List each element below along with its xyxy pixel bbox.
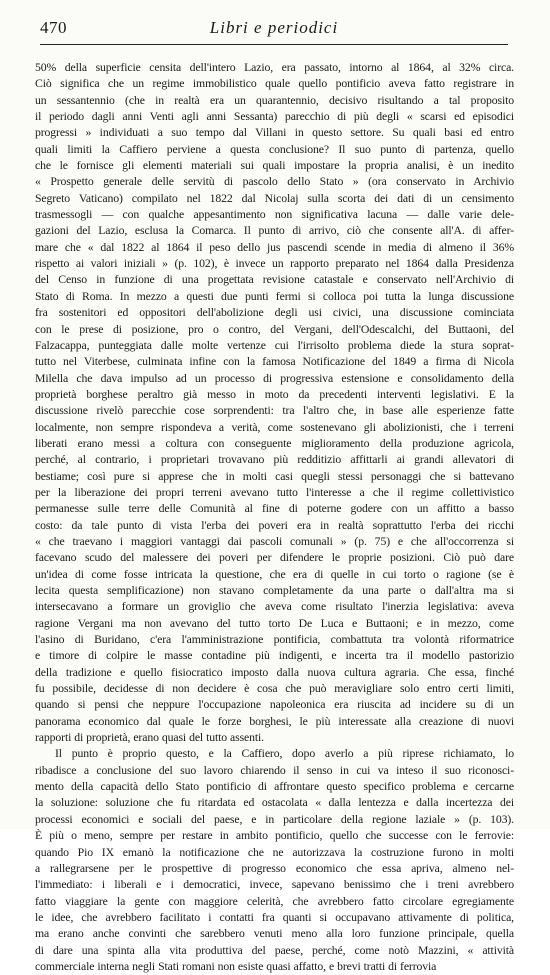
- text-line: facevano scudo del malessere dei poveri per difendere le proprie posizioni. Ciò può dare: [35, 551, 514, 565]
- text-line: per la liberazione dei propri terreni avevano tutto l'interesse a che il regime collettivistico: [35, 485, 514, 499]
- text-line: trasmessogli — con qualche appesantimento non significativa lacuna — dalle varie dele-: [35, 208, 514, 222]
- text-line: « Prospetto generale delle servitù di pascolo dello Stato » (ora conservato in Archivio: [35, 175, 514, 189]
- text-line: È più o meno, sempre per restare in ambito pontificio, quello che successe con le ferrovie:: [35, 829, 514, 843]
- text-line: fra sostenitori ed oppositori dell'abolizione degli usi civici, una discussione cominciata: [35, 306, 514, 320]
- text-line: bestiame; così pure si apprese che in molti casi quegli stessi personaggi che si battevano: [35, 469, 514, 483]
- text-line: Il punto è proprio questo, e la Caffiero, dopo averlo a più riprese richiamato, lo: [55, 747, 514, 761]
- page-number: 470: [40, 18, 67, 37]
- text-line: perché, al contrario, i proprietari trovavano più redditizio affittarli ai grandi allevatori di: [35, 453, 514, 467]
- text-line: « che traevano i maggiori vantaggi dai pascoli comunali » (p. 75) e che all'occorrenza si: [35, 534, 514, 548]
- text-line: un sessantennio (che in realtà era un quarantennio, decisivo risultando a tal proposito: [35, 93, 514, 107]
- text-line: le idee, che avrebbero facilitato i contatti fra quanti si occupavano attivamente di politica,: [35, 910, 514, 924]
- page-header: [40, 18, 508, 42]
- text-line: fatto viaggiare la gente con maggiore celerità, che avrebbero fatto circolare egregiamente: [35, 894, 514, 908]
- text-line: lecita questa semplificazione) non stavano completamente da una parte o dall'altra ma si: [35, 584, 514, 597]
- text-line: Ciò significa che un regime immobilistico quale quello pontificio aveva fatto registrare in: [35, 77, 514, 91]
- text-line: permanesse sulle terre delle Comunità al fine di poterne godere con un affitto a basso: [35, 502, 514, 516]
- text-line: quali limiti la Caffiero perviene a questa conclusione? Il suo punto di partenza, quello: [35, 142, 514, 156]
- text-line: e timore di colpire le masse contadine più indigenti, e incerta tra il modello pastorizio: [35, 649, 514, 663]
- text-line: che le fornisce gli elementi materiali sui quali impostare la propria analisi, è un inedito: [35, 159, 514, 173]
- header-rule: [40, 44, 508, 45]
- text-line: progressi » individuati a suo tempo dal Villani in questo settore. Su quali basi ed entro: [35, 126, 514, 140]
- text-line: rispetto ai valori iniziali » (p. 102), è invece un rapporto preparato nel 1864 dalla Presidenza: [35, 257, 514, 271]
- text-line: ragione Vergani ma non avevano del tutto torto De Luca e Buttaoni; e in mezzo, come: [35, 616, 514, 630]
- text-line: proprietà borghese peraltro già messo in moto da precedenti interventi legislativi. E la: [35, 387, 514, 401]
- text-line: a rallegrarsene per le prospettive di progresso economico che essa apriva, almeno nel-: [35, 861, 514, 875]
- paragraph: [35, 746, 514, 975]
- text-line: fu possibile, decidesse di non decidere è cosa che può meravigliare solo entro certi limiti,: [35, 682, 514, 696]
- text-line: Milella che dava impulso ad un processo di progressiva estensione e consolidamento della: [35, 371, 514, 385]
- text-line: processi economici e sociali del paese, e in particolare della regione laziale » (p. 103).: [35, 812, 514, 826]
- body-text: [35, 60, 514, 975]
- text-line: di dare una spinta alla vita produttiva del paese, perché, come notò Mazzini, « attività: [35, 943, 514, 957]
- text-line: mento della capacità dello Stato pontificio di affrontare questo specifico problema e cercarne: [35, 780, 514, 794]
- text-line: commerciale interna negli Stati romani non esiste quasi affatto, e brevi tratti di ferrovia: [35, 959, 437, 973]
- text-line: con le prese di posizione, pro o contro, del Vergani, dell'Odescalchi, del Buttaoni, del: [35, 322, 514, 336]
- text-line: Segreto Vaticano) compilato nel 1822 dal Nicolaj sulla scorta dei dati di un censimento: [35, 191, 514, 205]
- text-line: l'asino di Buridano, c'era l'amministrazione pontificia, combattuta tra volontà riformatrice: [35, 633, 514, 647]
- running-head: Libri e periodici: [209, 18, 339, 37]
- text-line: l'immediato: i liberali e i democratici, invece, sapevano benissimo che i treni avrebbero: [35, 878, 514, 892]
- text-line: la soluzione: soluzione che fu ritardata ed ostacolata « dalla lentezza e dalla incertezza dei: [35, 796, 514, 810]
- text-line: 50% della superficie censita dell'intero Lazio, era passato, intorno al 1864, al 32% circa.: [35, 61, 514, 74]
- text-line: il periodo dagli anni Venti agli anni Sessanta) parecchio di più degli « scarsi ed episodici: [35, 110, 514, 124]
- paragraph: [35, 60, 514, 746]
- text-line: panorama economico dal quale le forze borghesi, le più interessate alla creazione di nuovi: [35, 714, 514, 728]
- text-line: ribadisce a conclusione del suo lavoro chiarendo il senso in cui va inteso il suo riconosci-: [35, 763, 514, 777]
- text-line: quando Pio IX emanò la notificazione che ne autorizzava la costruzione furono in molti: [35, 845, 514, 859]
- text-line: Falzacappa, punteggiata dalle molte vertenze cui l'irrisolto problema diede la stura soprat-: [35, 338, 514, 352]
- text-line: liberati erano messi a coltura con conseguente miglioramento della produzione agricola,: [35, 436, 514, 450]
- text-line: un'idea di come fosse intricata la questione, che era di quelle in cui torto o ragione (se è: [35, 567, 514, 581]
- text-line: Stato di Roma. In mezzo a questi due punti fermi si colloca poi tutta la lunga discussione: [35, 289, 514, 303]
- text-line: localmente, non sempre rispondeva a verità, come sostenevano gli abolizionisti, che i terreni: [35, 420, 514, 434]
- text-line: ma erano anche convinti che sarebbero venuti meno alla loro funzione principale, quella: [35, 927, 514, 941]
- text-line: tutto nel Viterbese, culminata infine con la famosa Notificazione del 1849 a firma di Nicola: [35, 355, 514, 369]
- text-line: discussione rivelò parecchie cose sorprendenti: tra l'altro che, in base alle esperienze fatte: [35, 404, 514, 418]
- text-line: gazioni del Lazio, esclusa la Comarca. Il punto di arrivo, ciò che consente all'A. di affer-: [35, 224, 514, 238]
- text-line: del Censo in funzione di una progettata revisione catastale e conservato nell'Archivio di: [35, 273, 514, 287]
- text-line: intersecavano a formare un groviglio che aveva come risultato l'inerzia legislativa: aveva: [35, 600, 514, 614]
- text-line: della tradizione e quello fisiocratico imposto dalla nuova cultura agraria. Che essa, finché: [35, 665, 514, 679]
- text-line: quando si pensi che neppure l'occupazione napoleonica era riuscita ad incidere su di un: [35, 698, 514, 712]
- text-line: costo: da tale punto di vista l'erba dei poveri era in realtà soprattutto l'erba dei ricchi: [35, 518, 514, 532]
- text-line: rapporti di proprietà, erano quasi del tutto assenti.: [35, 731, 264, 745]
- text-line: mare che « dal 1822 al 1864 il peso dello jus pascendi scende in media di almeno il 36%: [35, 240, 514, 254]
